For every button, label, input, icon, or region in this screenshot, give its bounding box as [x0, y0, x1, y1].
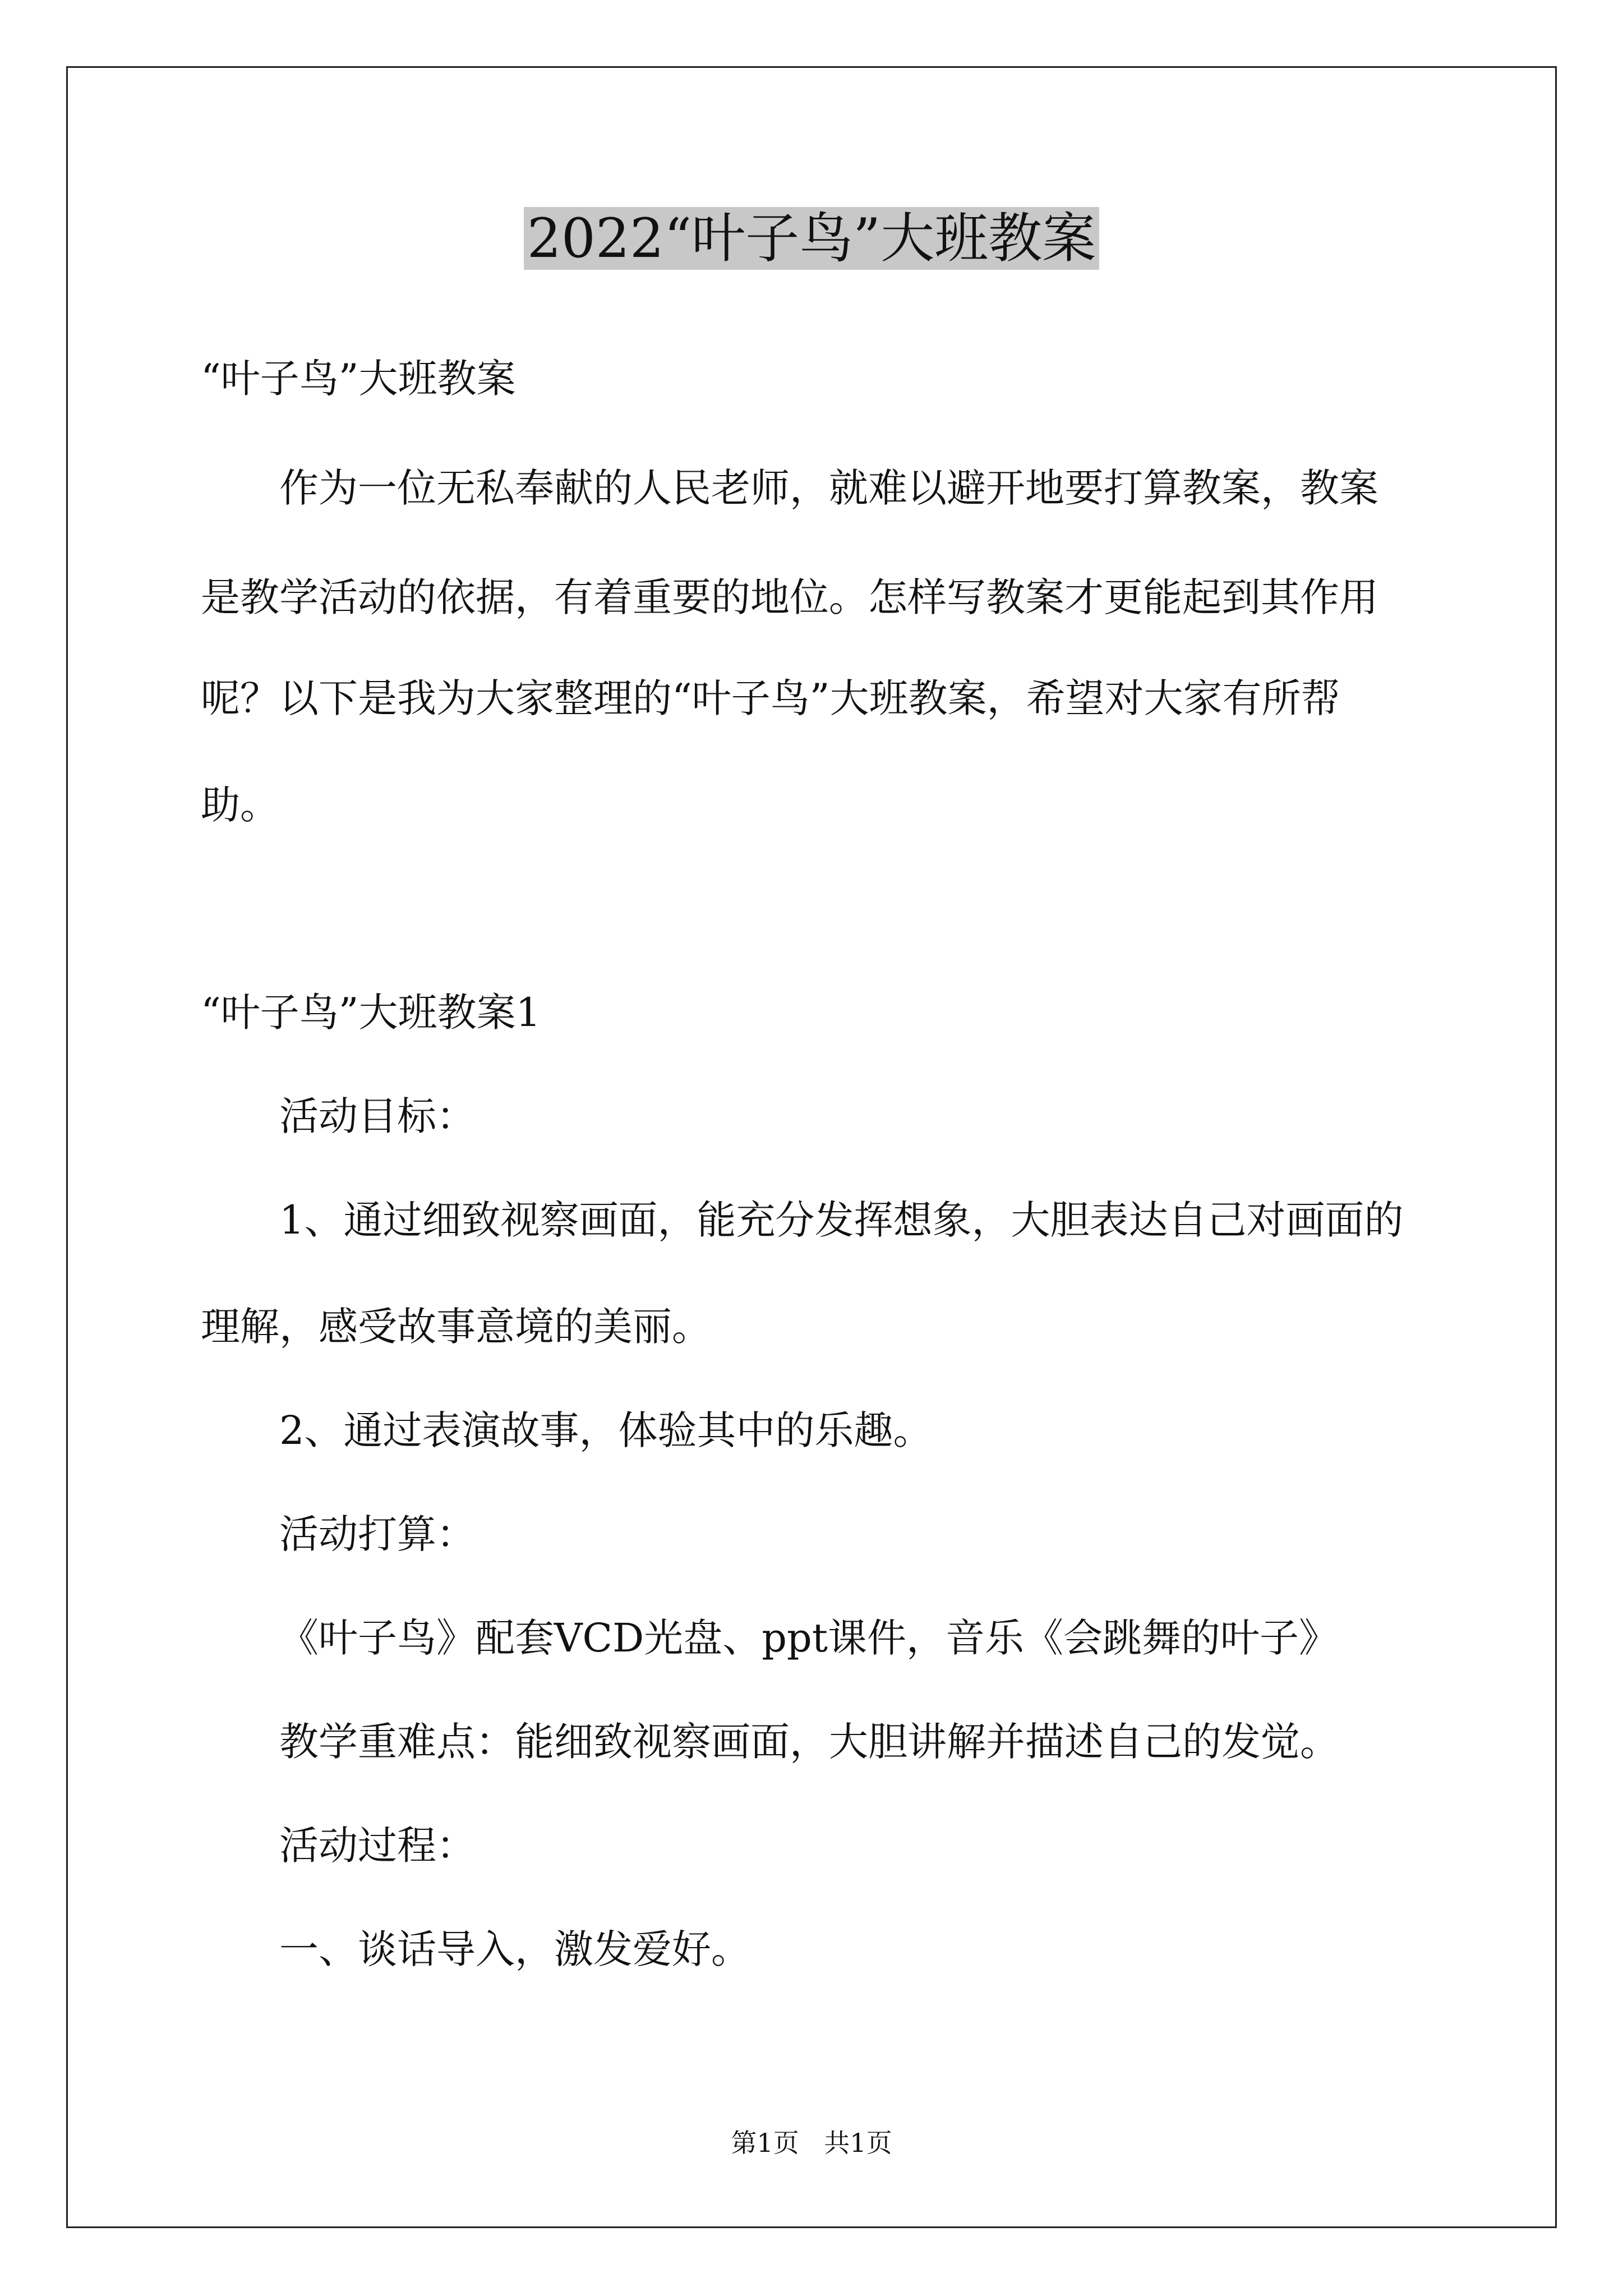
- intro-line-4: 助。: [201, 782, 279, 828]
- goals-heading: 活动目标：: [279, 1093, 476, 1139]
- preparation-items: 《叶子鸟》配套VCD光盘、ppt课件，音乐《会跳舞的叶子》: [279, 1615, 1338, 1661]
- goal-2: 2、通过表演故事，体验其中的乐趣。: [279, 1407, 933, 1453]
- intro-line-1: 作为一位无私奉献的人民老师，就难以避开地要打算教案，教案: [279, 465, 1378, 511]
- process-step-1: 一、谈话导入，激发爱好。: [279, 1926, 750, 1972]
- goal-1-line-1: 1、通过细致视察画面，能充分发挥想象，大胆表达自己对画面的: [279, 1197, 1404, 1243]
- intro-line-2: 是教学活动的依据，有着重要的地位。怎样写教案才更能起到其作用: [201, 574, 1378, 620]
- subtitle: “叶子鸟”大班教案: [201, 356, 516, 402]
- process-heading: 活动过程：: [279, 1823, 476, 1869]
- preparation-heading: 活动打算：: [279, 1511, 476, 1557]
- key-points: 教学重难点：能细致视察画面，大胆讲解并描述自己的发觉。: [279, 1719, 1339, 1765]
- intro-line-3: 呢？以下是我为大家整理的“叶子鸟”大班教案，希望对大家有所帮: [201, 675, 1340, 721]
- document-title: 2022“叶子鸟”大班教案: [0, 199, 1623, 278]
- goal-1-line-2: 理解，感受故事意境的美丽。: [201, 1304, 711, 1350]
- page-footer: 第1页 共1页: [731, 2128, 892, 2158]
- section-heading: “叶子鸟”大班教案1: [201, 990, 541, 1036]
